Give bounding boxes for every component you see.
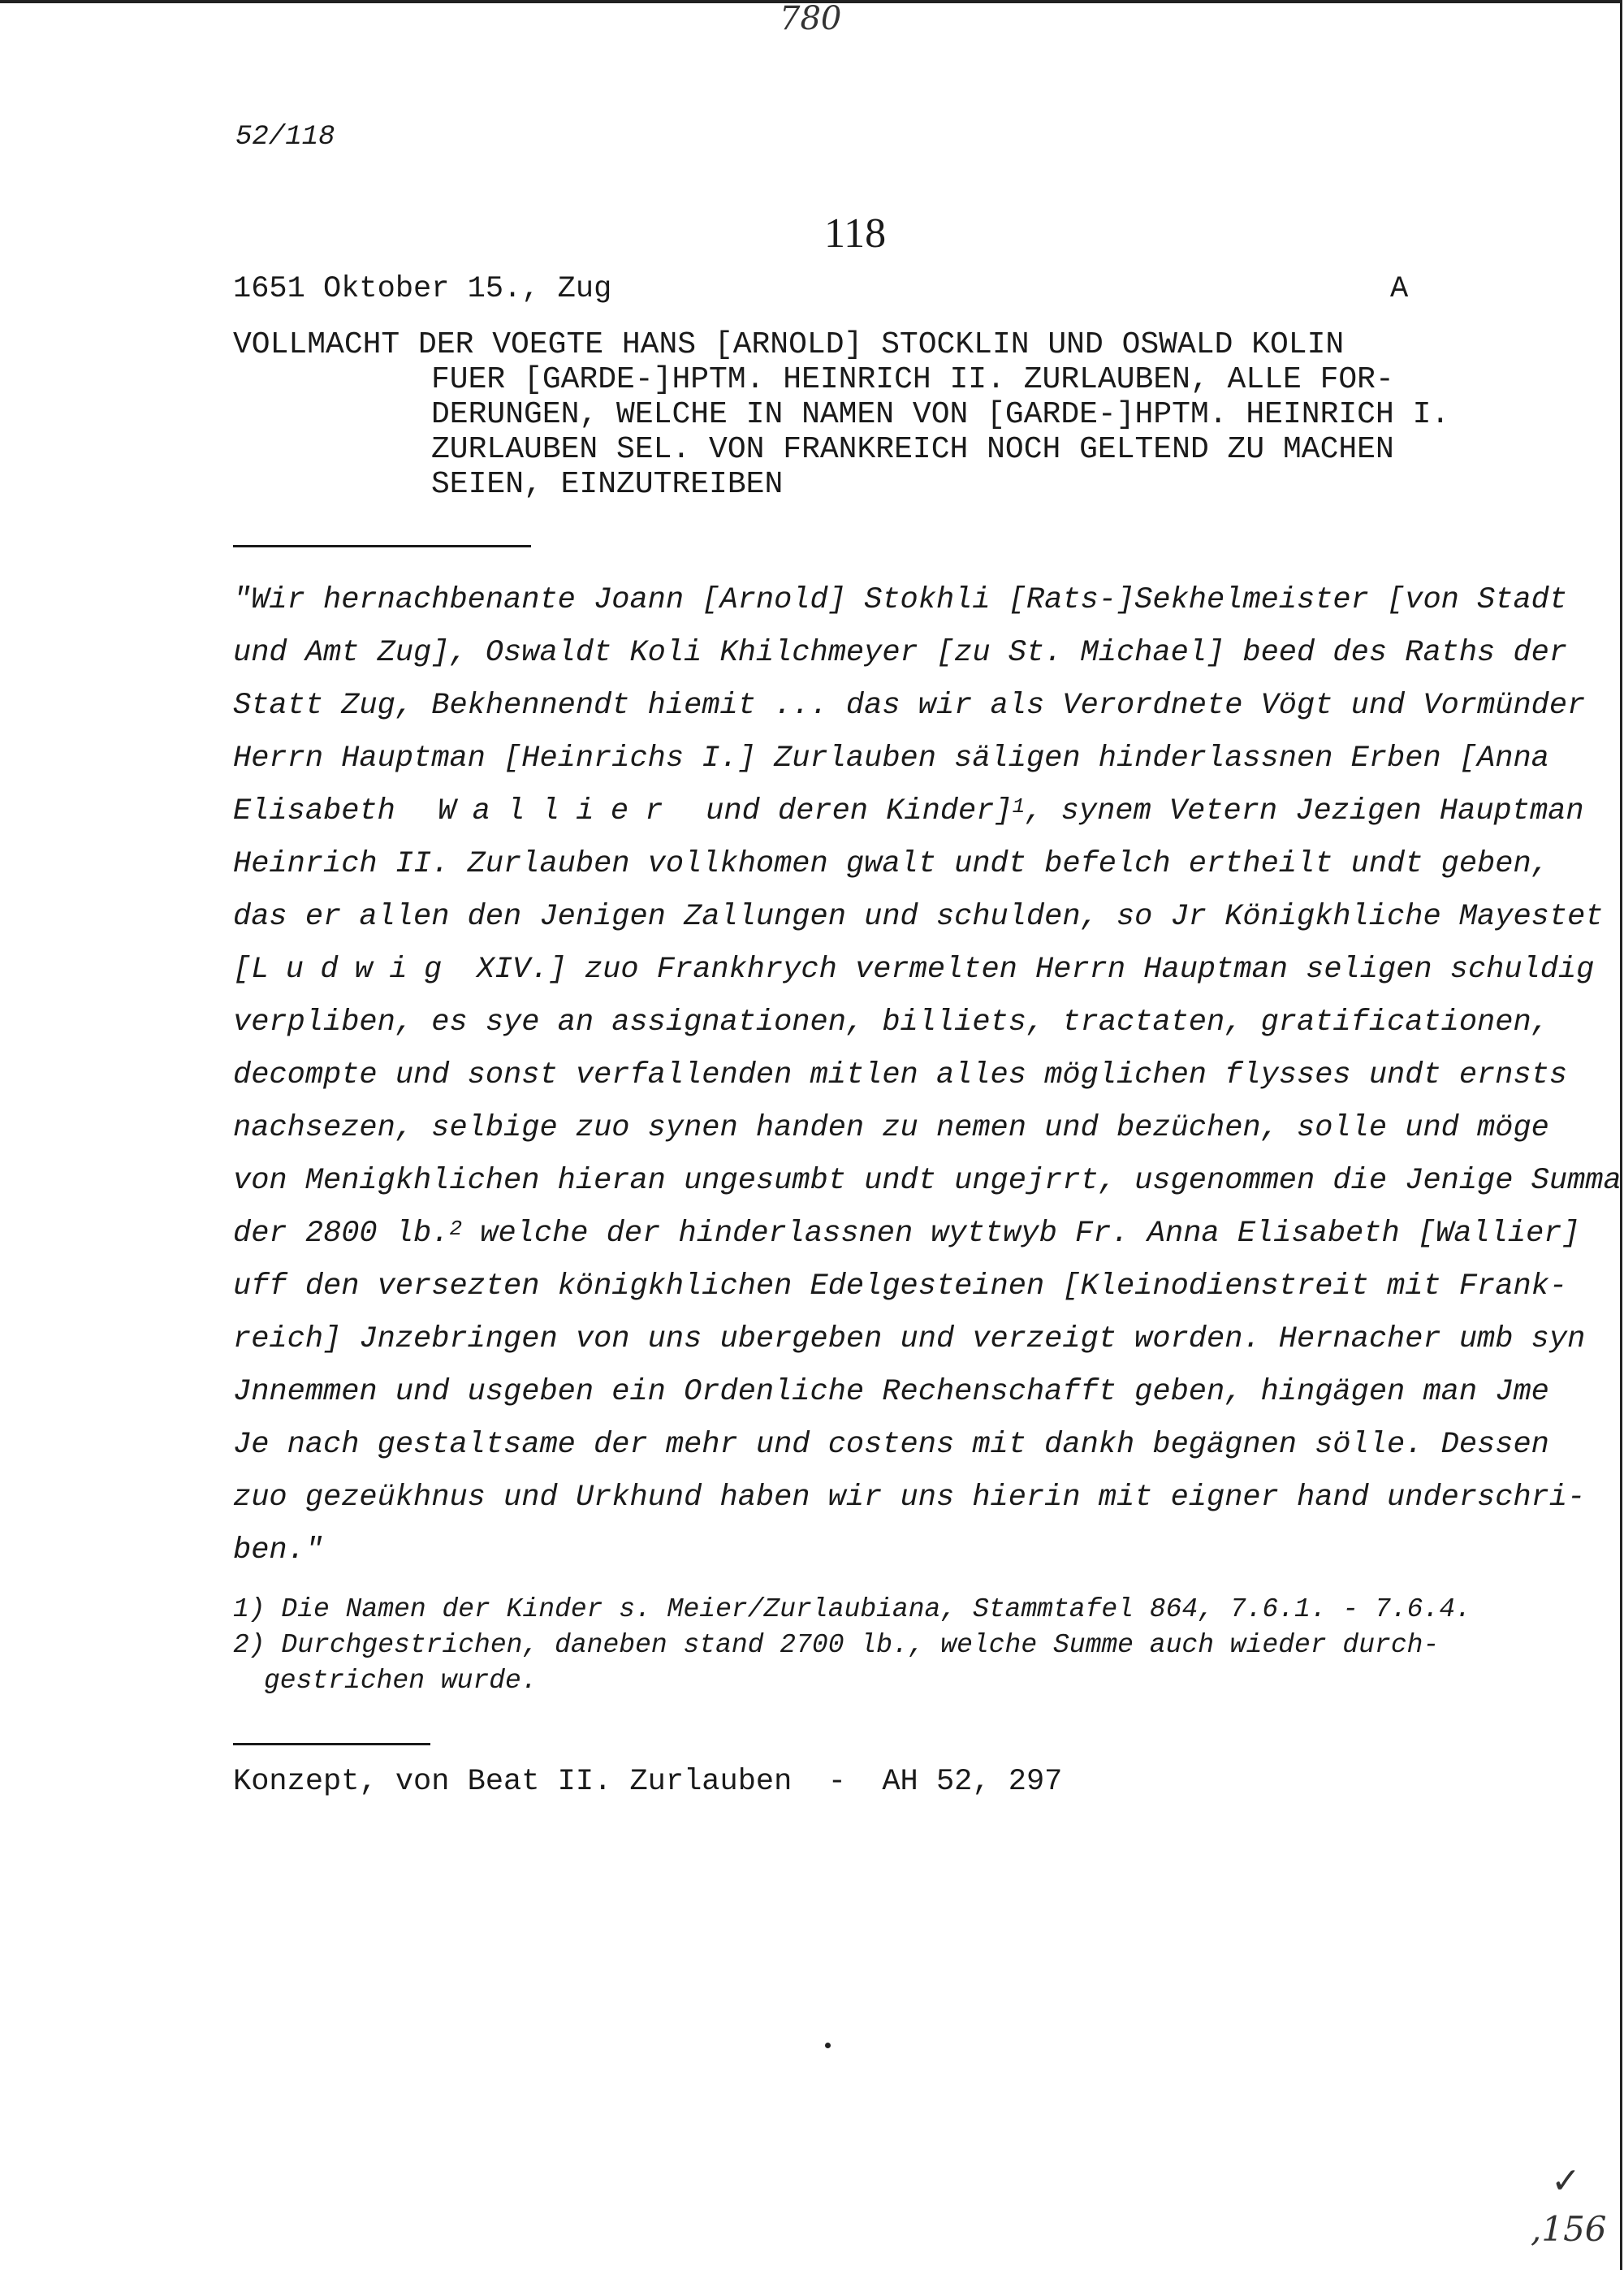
classification-letter: A xyxy=(1390,272,1409,306)
footnote-2: 2) Durchgestrichen, daneben stand 2700 lb., welche Summe auch wieder durch- xyxy=(233,1630,1440,1660)
name-wallier-spaced: Wallier xyxy=(438,794,680,828)
reference-number: 52/118 xyxy=(235,122,335,153)
body-fragment: , synem Vetern Jezigen Hauptman xyxy=(1025,794,1584,828)
body-line: uff den versezten königkhlichen Edelgesteinen [Kleinodienstreit mit Frank- xyxy=(233,1269,1568,1304)
body-fragment: XIV.] zuo Frankhrych vermelten Herrn Hauptman seligen schuldig xyxy=(458,953,1595,987)
document-number: 118 xyxy=(824,210,887,257)
body-line xyxy=(233,794,1584,828)
footnote-ref-1: 1 xyxy=(1012,794,1026,819)
title-line: SEIEN, EINZUTREIBEN xyxy=(431,467,784,502)
handwritten-page-number: 780 xyxy=(780,0,842,37)
body-line: Statt Zug, Bekhennendt hiemit ... das wir als Verordnete Vögt und Vormünder xyxy=(233,689,1586,723)
check-mark: ✓ xyxy=(1551,2160,1581,2202)
title-line: ZURLAUBEN SEL. VON FRANKREICH NOCH GELTEND ZU MACHEN xyxy=(431,432,1394,467)
body-line: das er allen den Jenigen Zallungen und schulden, so Jr Königkhliche Mayestet xyxy=(233,900,1604,934)
body-line: von Menigkhlichen hieran ungesumbt undt ungejrrt, usgenommen die Jenige Summa xyxy=(233,1164,1622,1198)
body-line: und Amt Zug], Oswaldt Koli Khilchmeyer [zu St. Michael] beed des Raths der xyxy=(233,636,1568,670)
footnote-1: 1) Die Namen der Kinder s. Meier/Zurlaubiana, Stammtafel 864, 7.6.1. - 7.6.4. xyxy=(233,1594,1471,1624)
title-line: DERUNGEN, WELCHE IN NAMEN VON [GARDE-]HPTM. HEINRICH I. xyxy=(431,397,1450,432)
body-line: Je nach gestaltsame der mehr und costens mit dankh begägnen sölle. Dessen xyxy=(233,1428,1549,1462)
scan-speck xyxy=(825,2043,831,2048)
source-note: Konzept, von Beat II. Zurlauben - AH 52, 297 xyxy=(233,1765,1063,1799)
body-line: ben." xyxy=(233,1533,324,1567)
body-line xyxy=(233,1217,1580,1251)
name-elisabeth: Elisabeth xyxy=(233,794,395,828)
body-line: zuo gezeükhnus und Urkhund haben wir uns hierin mit eigner hand underschri- xyxy=(233,1481,1586,1515)
body-fragment: welche der hinderlassnen wyttwyb Fr. Anna Elisabeth [Wallier] xyxy=(462,1217,1580,1251)
page-frame-right xyxy=(1620,0,1622,2270)
body-line: reich] Jnzebringen von uns ubergeben und verzeigt worden. Hernacher umb syn xyxy=(233,1322,1586,1356)
body-fragment: der 2800 lb. xyxy=(233,1217,450,1251)
body-line: "Wir hernachbenante Joann [Arnold] Stokhli [Rats-]Sekhelmeister [von Stadt xyxy=(233,583,1568,617)
body-line: Heinrich II. Zurlauben vollkhomen gwalt undt befelch ertheilt undt geben, xyxy=(233,847,1549,881)
body-line: verpliben, es sye an assignationen, billiets, tractaten, gratificationen, xyxy=(233,1005,1549,1040)
body-line: decompte und sonst verfallenden mitlen alles möglichen flysses undt ernsts xyxy=(233,1058,1568,1092)
body-line: Jnnemmen und usgeben ein Ordenliche Rechenschafft geben, hingägen man Jme xyxy=(233,1375,1549,1409)
body-line xyxy=(233,953,1594,987)
body-fragment: [ xyxy=(233,953,252,987)
title-line: FUER [GARDE-]HPTM. HEINRICH II. ZURLAUBEN, ALLE FOR- xyxy=(431,362,1394,397)
name-ludwig-spaced: Ludwig xyxy=(251,953,459,987)
footnote-2-continuation: gestrichen wurde. xyxy=(264,1666,538,1696)
body-line: Herrn Hauptman [Heinrichs I.] Zurlauben säligen hinderlassnen Erben [Anna xyxy=(233,742,1549,776)
body-line: nachsezen, selbige zuo synen handen zu nemen und bezüchen, solle und möge xyxy=(233,1111,1549,1145)
separator-rule xyxy=(233,1743,430,1745)
body-fragment: und deren Kinder] xyxy=(706,794,1013,828)
separator-rule xyxy=(233,545,531,547)
date-place: 1651 Oktober 15., Zug xyxy=(233,272,612,306)
handwritten-folio-number: ,156 xyxy=(1531,2209,1607,2249)
title-line: VOLLMACHT DER VOEGTE HANS [ARNOLD] STOCKLIN UND OSWALD KOLIN xyxy=(233,327,1345,362)
footnote-ref-2: 2 xyxy=(449,1217,463,1241)
